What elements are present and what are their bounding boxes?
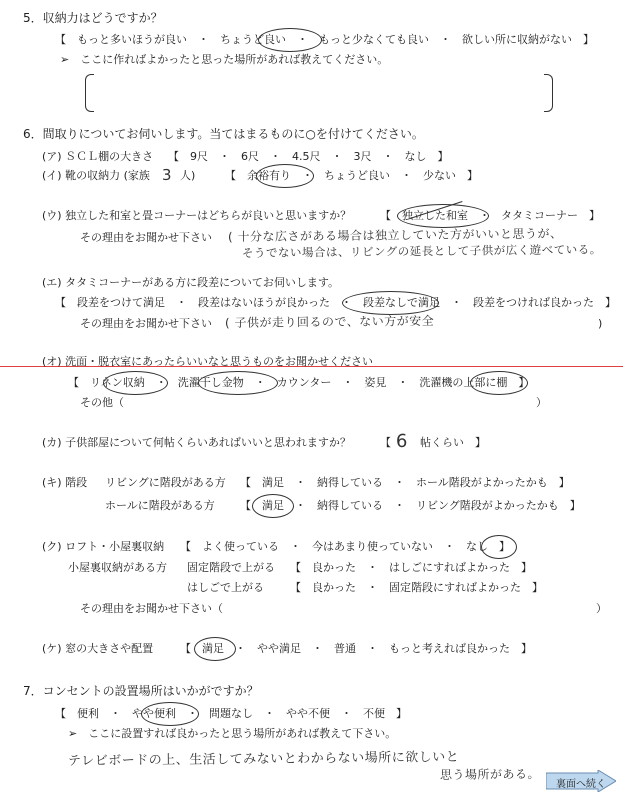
- q6-f-open: 【: [380, 436, 391, 449]
- q6-h-reason-label: その理由をお聞かせ下さい（: [80, 602, 223, 615]
- q5-sub: ➢ ここに作ればよかったと思った場所があれば教えてください。: [60, 53, 389, 66]
- q6-g-living-options: 【 満足 ・ 納得している ・ ホール階段がよかったかも 】: [240, 476, 570, 489]
- q6-f-value: 6: [395, 430, 409, 452]
- q6-c-options: 【 独立した和室 ・ タタミコーナー 】: [380, 209, 600, 222]
- q6-i-options: 【 満足 ・ やや満足 ・ 普通 ・ もっと考えれば良かった 】: [180, 642, 532, 655]
- q6-b-label: (イ) 靴の収納力 (家族: [42, 169, 150, 182]
- q6-a-label: (ア) ＳＣＬ棚の大きさ: [42, 150, 154, 163]
- next-page-label: 裏面へ続く: [556, 779, 606, 790]
- q6-d-reason-label: その理由をお聞かせ下さい: [80, 317, 212, 330]
- answer-circle: [141, 702, 199, 726]
- q5-answer-box[interactable]: [85, 74, 553, 112]
- q7-options: 【 便利 ・ やや便利 ・ 問題なし ・ やや不便 ・ 不便 】: [55, 707, 407, 720]
- answer-circle: [256, 164, 314, 188]
- answer-circle: [194, 637, 236, 661]
- q5-options: 【 もっと多いほうが良い ・ ちょうど良い ・ もっと少なくても良い ・ 欲しい所に収納がない 】: [55, 33, 594, 46]
- q7-answer-2: 思う場所がある。: [439, 766, 541, 782]
- q6-h-label: (ク) ロフト・小屋裏収納: [42, 540, 165, 553]
- q6-h-ladder-options: 【 良かった ・ 固定階段にすればよかった 】: [290, 581, 543, 594]
- q6-c-reason-1: ( 十分な広さがある場合は独立していた方がいいと思うが、: [227, 226, 563, 244]
- q6-title: 6．間取りについてお伺いします。当てはまるものに○を付けてください。: [23, 127, 424, 141]
- q6-d-reason-close: ): [598, 317, 603, 330]
- q6-b-unit: 人): [180, 169, 196, 182]
- q6-e-other: その他（: [80, 396, 124, 409]
- q7-sub: ➢ ここに設置すれば良かったと思う場所があれば教えて下さい。: [68, 727, 397, 740]
- answer-circle: [103, 371, 168, 395]
- next-page-arrow[interactable]: [546, 770, 616, 792]
- q6-c-label: (ウ) 独立した和室と畳コーナーはどちらが良いと思いますか？: [42, 209, 352, 222]
- q6-i-label: (ケ) 窓の大きさや配置: [42, 642, 154, 655]
- q6-b-count: 3: [161, 165, 173, 184]
- q6-c-reason-label: その理由をお聞かせ下さい: [80, 231, 212, 244]
- q6-h-fixed: 固定階段で上がる: [187, 561, 275, 574]
- q6-d-reason: ( 子供が走り回るので、ない方が安全: [224, 313, 435, 330]
- q6-d-label: (エ) タタミコーナーがある方に段差についてお伺いします。: [42, 276, 339, 289]
- q6-f-unit: 帖くらい 】: [420, 436, 486, 449]
- q6-g-hall-options: 【 満足 ・ 納得している ・ リビング階段がよかったかも 】: [240, 499, 581, 512]
- q6-d-options: 【 段差をつけて満足 ・ 段差はないほうが良かった ・ 段差なしで満足 ・ 段差をつければ良かった 】: [55, 296, 616, 309]
- q5-title: 5．収納力はどうですか？: [23, 11, 163, 25]
- q6-e-label: (オ) 洗面・脱衣室にあったらいいなと思うものをお聞かせください: [42, 355, 373, 368]
- answer-circle: [481, 535, 517, 559]
- q6-g-label: (キ) 階段: [42, 476, 88, 489]
- q6-h-ladder: はしごで上がる: [187, 581, 264, 594]
- q7-answer-1: テレビボードの上、生活してみないとわからない場所に欲しいと: [67, 749, 460, 769]
- q6-h-fixed-options: 【 良かった ・ はしごにすればよかった 】: [290, 561, 532, 574]
- q6-h-reason-close: ）: [596, 602, 607, 615]
- q6-c-reason-2: そうでない場合は、リビングの延長として子供が広く遊べている。: [241, 242, 602, 260]
- q6-e-other-close: ）: [536, 396, 547, 409]
- q6-b-options: 【 余裕有り ・ ちょうど良い ・ 少ない 】: [225, 169, 478, 182]
- answer-circle: [252, 494, 294, 518]
- q6-e-options: 【 リネン収納 ・ 洗濯干し金物 ・ カウンター ・ 姿見 ・ 洗濯機の上部に棚 】: [68, 376, 530, 389]
- q6-g-living: リビングに階段がある方: [105, 476, 226, 489]
- answer-circle: [258, 28, 322, 52]
- q6-h-options: 【 よく使っている ・ 今はあまり使っていない ・ なし 】: [180, 540, 510, 553]
- q6-f-label: (カ) 子供部屋について何帖くらいあればいいと思われますか？: [42, 436, 351, 449]
- q6-g-hall: ホールに階段がある方: [105, 499, 215, 512]
- q6-h-attic: 小屋裏収納がある方: [68, 561, 167, 574]
- answer-circle: [198, 371, 278, 395]
- q7-title: 7．コンセントの設置場所はいかがですか？: [23, 684, 259, 698]
- q6-a-options: 【 9尺 ・ 6尺 ・ 4.5尺 ・ 3尺 ・ なし 】: [168, 150, 449, 163]
- answer-circle: [470, 371, 528, 395]
